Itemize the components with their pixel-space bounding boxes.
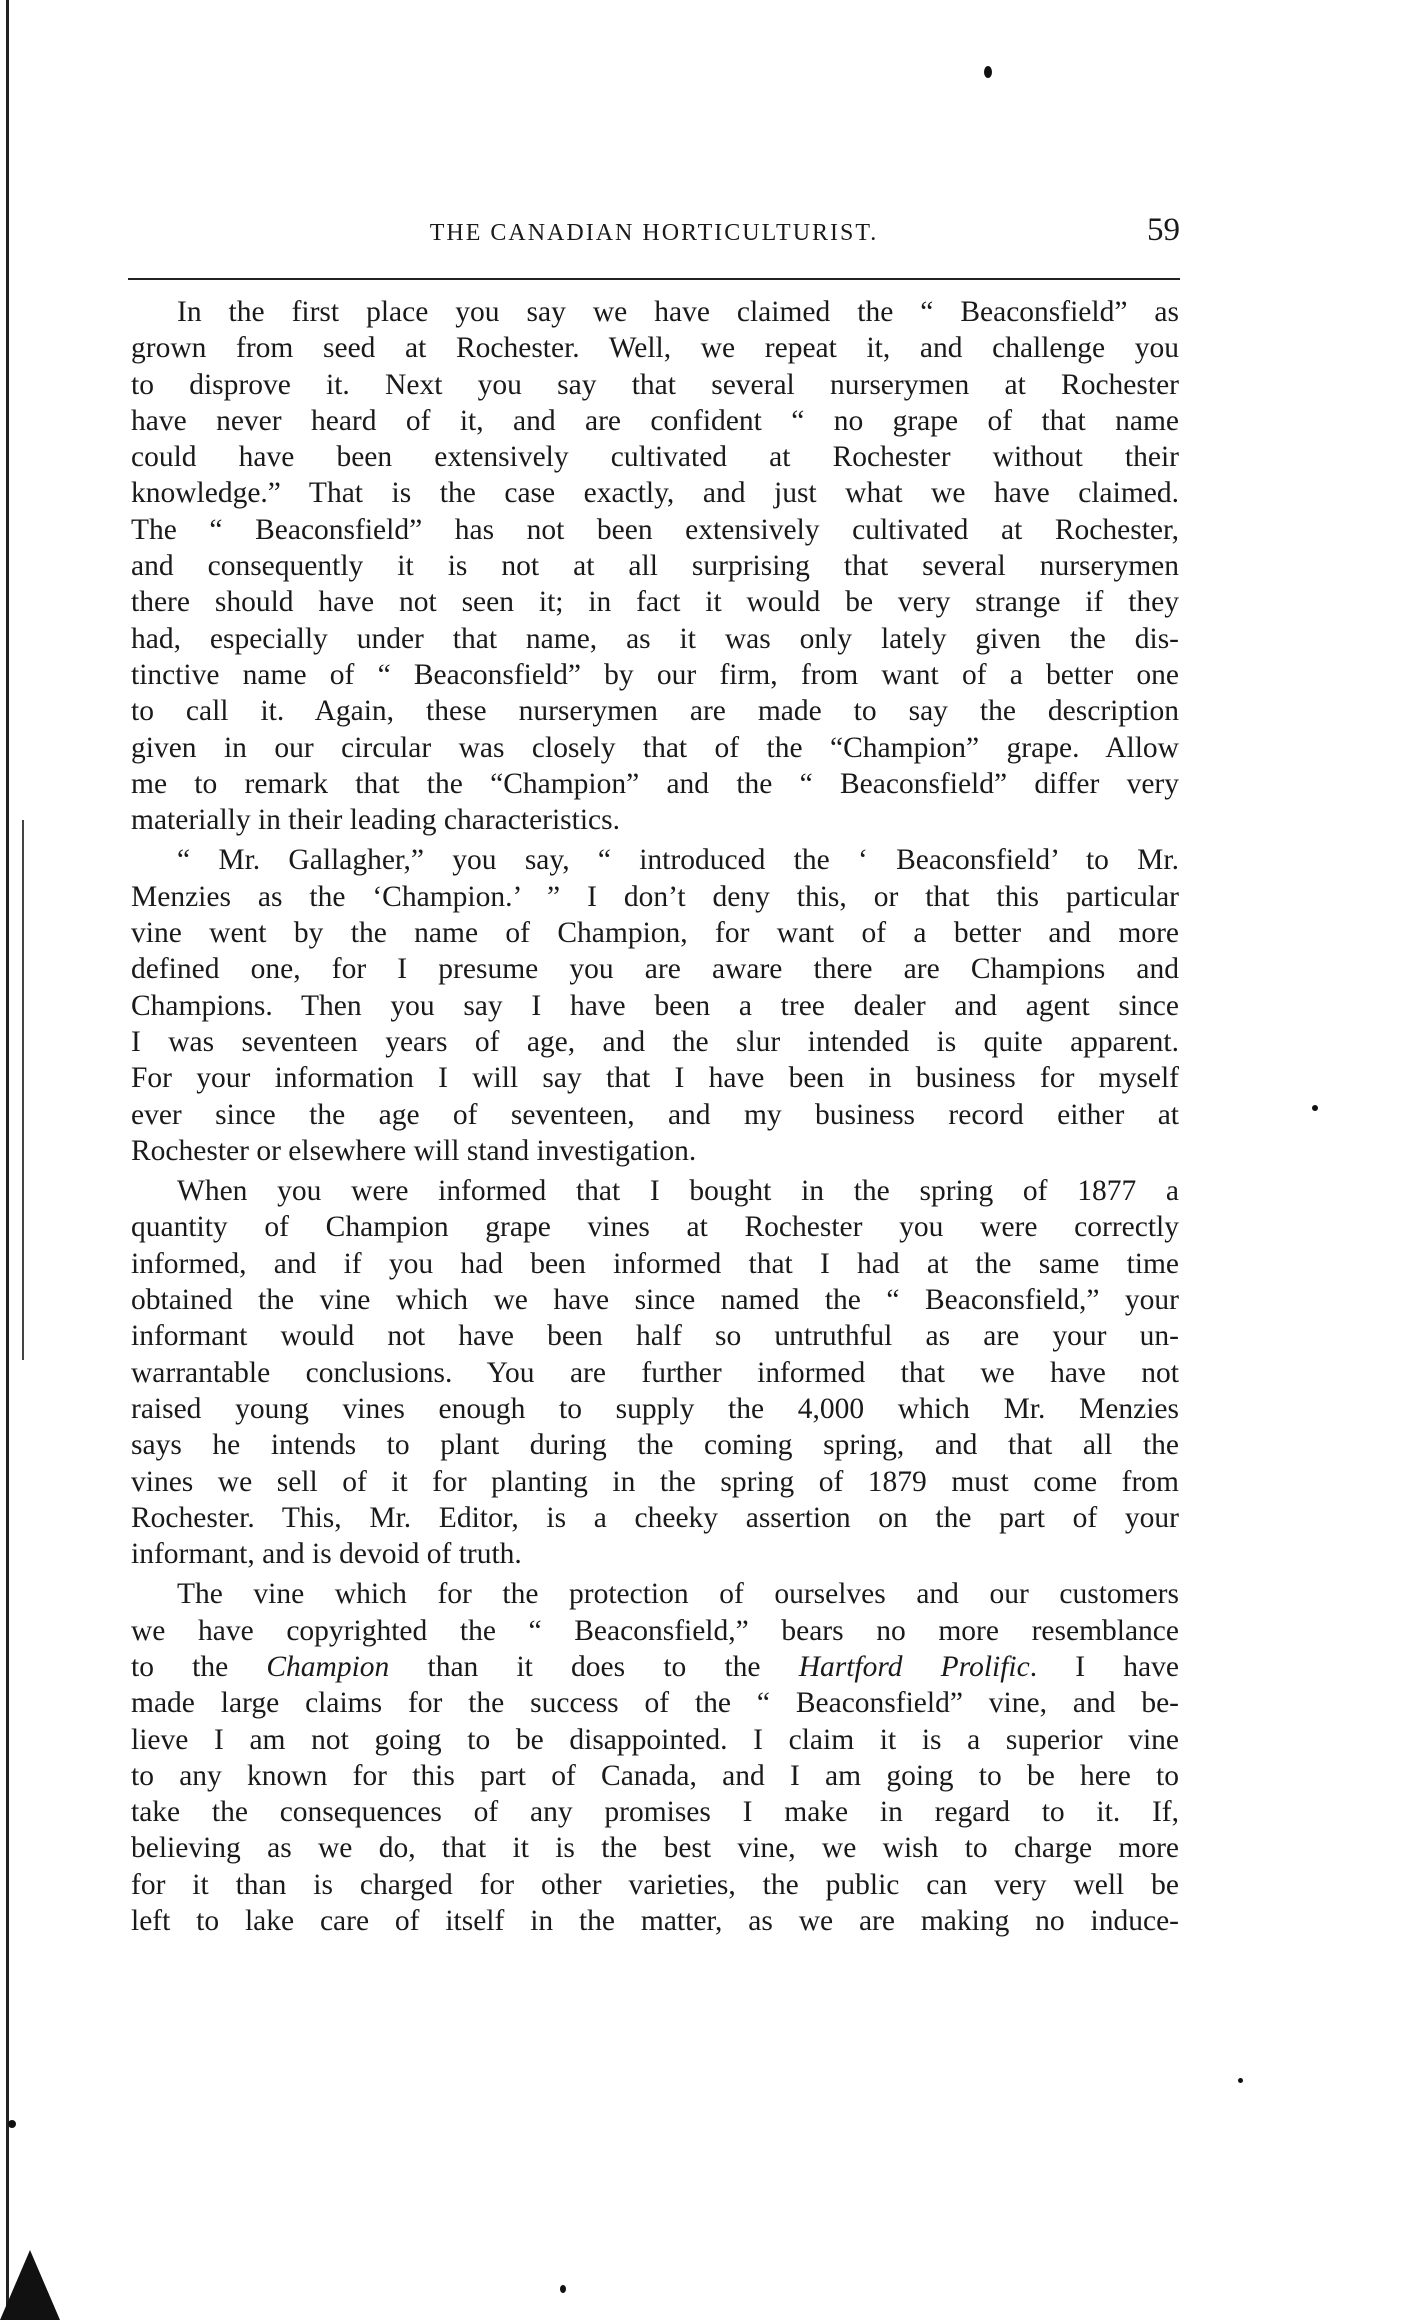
text-line: vines we sell of it for planting in the spring of 1879 must come from <box>131 1465 1179 1498</box>
ink-speck <box>8 2120 16 2128</box>
paragraph <box>131 294 1179 838</box>
text-line: says he intends to plant during the coming spring, and that all the <box>131 1429 1179 1462</box>
text-line: informed, and if you had been informed that I had at the same time <box>131 1247 1179 1280</box>
scan-edge-line <box>6 0 9 2320</box>
scan-edge-mark <box>22 820 24 1360</box>
text-line: made large claims for the success of the “ Beaconsfield” vine, and be- <box>131 1687 1179 1720</box>
text-line: The “ Beaconsfield” has not been extensively cultivated at Rochester, <box>131 513 1179 546</box>
journal-title: THE CANADIAN HORTICULTURIST. <box>429 220 879 246</box>
italic-term: Champion <box>266 1650 390 1683</box>
text-line: Menzies as the ‘Champion.’ ” I don’t deny this, or that this particular <box>131 880 1179 913</box>
text-line: In the first place you say we have claimed the “ Beaconsfield” as <box>177 296 1179 328</box>
text-line: I was seventeen years of age, and the slur intended is quite apparent. <box>131 1025 1179 1058</box>
text-line: me to remark that the “Champion” and the “ Beaconsfield” differ very <box>131 767 1179 800</box>
text-line: and consequently it is not at all surprising that several nurserymen <box>131 550 1179 583</box>
text-line: informant, and is devoid of truth. <box>131 1538 522 1571</box>
text-line: for it than is charged for other varieties, the public can very well be <box>131 1868 1179 1901</box>
paragraph <box>131 842 1179 1169</box>
page-number: 59 <box>1147 212 1180 248</box>
text-fragment: than it does to the <box>389 1650 799 1683</box>
scan-edge-blot <box>0 2250 60 2320</box>
text-line: Rochester or elsewhere will stand investigation. <box>131 1134 697 1167</box>
ink-speck <box>984 66 992 78</box>
text-line: there should have not seen it; in fact it would be very strange if they <box>131 586 1179 619</box>
paragraph <box>131 1576 1179 1939</box>
text-line: informant would not have been half so untruthful as are your un- <box>131 1320 1179 1353</box>
text-fragment: to the <box>131 1650 267 1683</box>
article-body <box>131 294 1179 1943</box>
text-line: knowledge.” That is the case exactly, and just what we have claimed. <box>131 477 1179 510</box>
ink-speck <box>1238 2078 1243 2083</box>
text-line-italic <box>131 1649 1179 1685</box>
text-line: to any known for this part of Canada, and I am going to be here to <box>131 1759 1179 1792</box>
text-line: take the consequences of any promises I make in regard to it. If, <box>131 1796 1179 1829</box>
text-line: “ Mr. Gallagher,” you say, “ introduced the ‘ Beaconsfield’ to Mr. <box>177 844 1179 877</box>
ink-speck <box>1312 1105 1318 1111</box>
text-line: grown from seed at Rochester. Well, we repeat it, and challenge you <box>131 332 1179 365</box>
text-line: we have copyrighted the “ Beaconsfield,” bears no more resemblance <box>131 1614 1179 1647</box>
ink-speck <box>560 2285 566 2293</box>
text-line: defined one, for I presume you are aware there are Champions and <box>131 953 1179 986</box>
text-line: raised young vines enough to supply the 4,000 which Mr. Menzies <box>131 1392 1179 1425</box>
text-line: given in our circular was closely that of the “Champion” grape. Allow <box>131 731 1179 764</box>
text-line: had, especially under that name, as it was only lately given the dis- <box>131 622 1179 655</box>
text-line: to disprove it. Next you say that several nurserymen at Rochester <box>131 368 1179 401</box>
text-line: could have been extensively cultivated at Rochester without their <box>131 441 1179 474</box>
text-line: obtained the vine which we have since named the “ Beaconsfield,” your <box>131 1284 1179 1317</box>
text-line: materially in their leading characteristics. <box>131 804 620 837</box>
text-line: Rochester. This, Mr. Editor, is a cheeky assertion on the part of your <box>131 1501 1179 1534</box>
text-line: vine went by the name of Champion, for want of a better and more <box>131 917 1179 950</box>
text-line: When you were informed that I bought in the spring of 1877 a <box>177 1175 1179 1208</box>
text-fragment: . I have <box>1029 1650 1179 1683</box>
text-line: to call it. Again, these nurserymen are made to say the description <box>131 695 1179 728</box>
text-line: lieve I am not going to be disappointed. I claim it is a superior vine <box>131 1723 1179 1756</box>
paragraph <box>131 1173 1179 1572</box>
text-line: warrantable conclusions. You are further informed that we have not <box>131 1356 1179 1389</box>
text-line: left to lake care of itself in the matter, as we are making no induce- <box>131 1905 1179 1938</box>
text-line: tinctive name of “ Beaconsfield” by our firm, from want of a better one <box>131 658 1179 691</box>
text-line: The vine which for the protection of ourselves and our customers <box>177 1578 1179 1611</box>
text-line: For your information I will say that I have been in business for myself <box>131 1062 1179 1095</box>
text-line: have never heard of it, and are confident “ no grape of that name <box>131 404 1179 437</box>
running-header <box>128 212 1180 262</box>
header-rule <box>128 278 1180 280</box>
text-line: believing as we do, that it is the best vine, we wish to charge more <box>131 1832 1179 1865</box>
text-line: ever since the age of seventeen, and my business record either at <box>131 1098 1179 1131</box>
italic-term: Hartford Prolific <box>798 1650 1030 1683</box>
text-line: quantity of Champion grape vines at Rochester you were correctly <box>131 1211 1179 1244</box>
text-line: Champions. Then you say I have been a tree dealer and agent since <box>131 989 1179 1022</box>
